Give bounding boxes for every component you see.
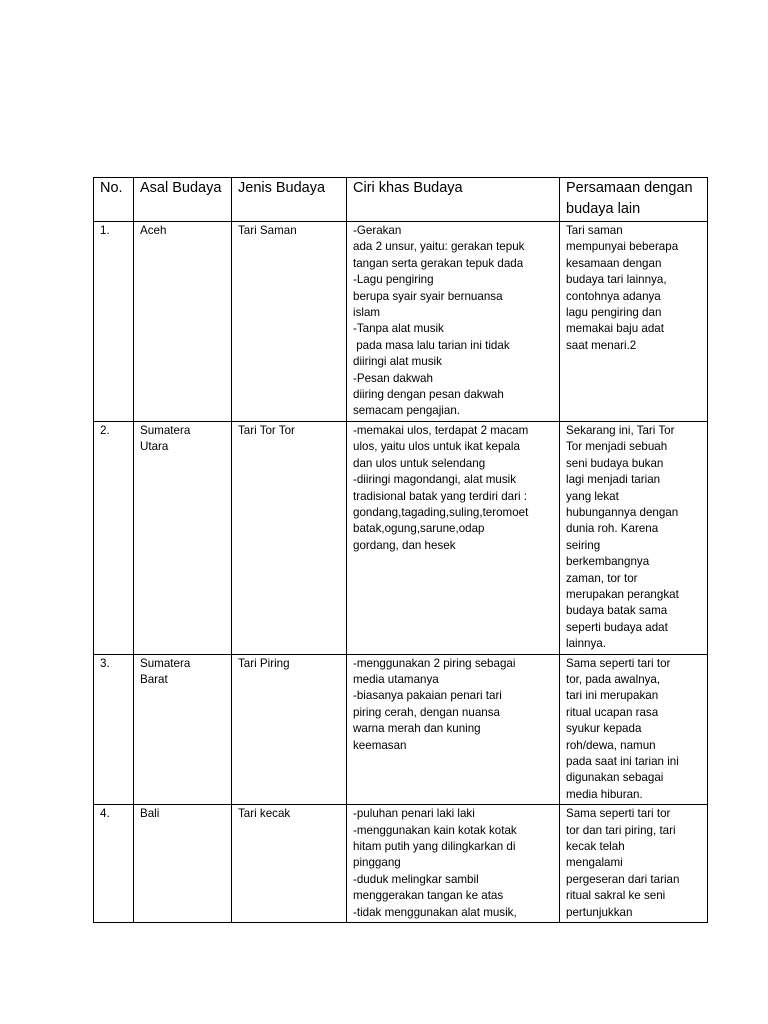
- ciri-line: semacam pengajian.: [353, 404, 460, 418]
- persamaan-line: memakai baju adat: [566, 322, 664, 336]
- ciri-line: tangan serta gerakan tepuk dada: [353, 256, 524, 270]
- persamaan-line: lagi menjadi tarian: [566, 473, 661, 487]
- ciri-line: dan ulos untuk selendang: [353, 456, 486, 470]
- cell-ciri: [347, 654, 560, 805]
- persamaan-line: berkembangnya: [566, 555, 650, 569]
- persamaan-line: Sama seperti tari tor: [566, 807, 671, 821]
- persamaan-line: roh/dewa, namun: [566, 738, 656, 752]
- ciri-line: batak,ogung,sarune,odap: [353, 522, 485, 536]
- ciri-line: berupa syair syair bernuansa: [353, 289, 503, 303]
- cell-no: 4.: [94, 805, 134, 923]
- cell-persamaan: [560, 222, 708, 422]
- persamaan-line: tor dan tari piring, tari: [566, 823, 676, 837]
- persamaan-line: seiring: [566, 538, 601, 552]
- cell-jenis: Tari kecak: [232, 805, 347, 923]
- persamaan-line: Tor menjadi sebuah: [566, 440, 668, 454]
- header-no: No.: [94, 178, 134, 222]
- persamaan-line: dunia roh. Karena: [566, 522, 659, 536]
- ciri-line: media utamanya: [353, 672, 439, 686]
- cell-persamaan: [560, 805, 708, 923]
- header-asal-budaya: Asal Budaya: [134, 178, 232, 222]
- ciri-line: hitam putih yang dilingkarkan di: [353, 840, 516, 854]
- cell-jenis: Tari Saman: [232, 222, 347, 422]
- asal-line: Utara: [140, 440, 169, 454]
- persamaan-line: mempunyai beberapa: [566, 240, 679, 254]
- asal-line: Sumatera: [140, 423, 191, 437]
- cell-persamaan: [560, 654, 708, 805]
- ciri-line: -Lagu pengiring: [353, 273, 434, 287]
- cell-asal: [134, 421, 232, 654]
- persamaan-line: Tari saman: [566, 224, 623, 237]
- persamaan-line: zaman, tor tor: [566, 571, 638, 585]
- cell-no: 3.: [94, 654, 134, 805]
- ciri-line: pada masa lalu tarian ini tidak: [353, 338, 510, 352]
- persamaan-line: hubungannya dengan: [566, 505, 679, 519]
- persamaan-line: media hiburan.: [566, 787, 643, 801]
- persamaan-line: lainnya.: [566, 637, 606, 651]
- ciri-line: gondang,tagading,suling,teromoet: [353, 505, 529, 519]
- table-row: [94, 222, 708, 422]
- ciri-line: islam: [353, 306, 381, 320]
- persamaan-line: kecak telah: [566, 840, 625, 854]
- ciri-line: diiring dengan pesan dakwah: [353, 388, 504, 402]
- culture-comparison-table: [93, 177, 708, 923]
- table-row: [94, 654, 708, 805]
- persamaan-line: ritual ucapan rasa: [566, 705, 659, 719]
- ciri-line: tradisional batak yang terdiri dari :: [353, 489, 527, 503]
- persamaan-line: budaya tari lainnya,: [566, 273, 667, 287]
- ciri-line: -memakai ulos, terdapat 2 macam: [353, 423, 529, 437]
- asal-line: Barat: [140, 672, 168, 686]
- ciri-line: -diiringi magondangi, alat musik: [353, 473, 517, 487]
- persamaan-line: tari ini merupakan: [566, 689, 659, 703]
- asal-line: Sumatera: [140, 656, 191, 670]
- header-ciri-khas-budaya: Ciri khas Budaya: [347, 178, 560, 222]
- cell-ciri: [347, 805, 560, 923]
- persamaan-line: digunakan sebagai: [566, 771, 664, 785]
- table-header-row: [94, 178, 708, 222]
- header-jenis-budaya: Jenis Budaya: [232, 178, 347, 222]
- persamaan-line: yang lekat: [566, 489, 619, 503]
- cell-ciri: [347, 222, 560, 422]
- ciri-line: -biasanya pakaian penari tari: [353, 689, 502, 703]
- table-row: [94, 421, 708, 654]
- ciri-line: -Pesan dakwah: [353, 371, 433, 385]
- persamaan-line: budaya batak sama: [566, 604, 668, 618]
- cell-asal: Bali: [134, 805, 232, 923]
- cell-asal: [134, 654, 232, 805]
- persamaan-line: pertunjukkan: [566, 905, 633, 919]
- ciri-line: -tidak menggunakan alat musik,: [353, 905, 517, 919]
- persamaan-line: mengalami: [566, 856, 623, 870]
- cell-persamaan: [560, 421, 708, 654]
- persamaan-line: Sama seperti tari tor: [566, 656, 671, 670]
- persamaan-line: pergeseran dari tarian: [566, 872, 680, 886]
- cell-no: 1.: [94, 222, 134, 422]
- table-row: [94, 805, 708, 923]
- cell-no: 2.: [94, 421, 134, 654]
- ciri-line: -menggunakan kain kotak kotak: [353, 823, 517, 837]
- persamaan-line: pada saat ini tarian ini: [566, 755, 679, 768]
- ciri-line: piring cerah, dengan nuansa: [353, 705, 500, 719]
- persamaan-line: seperti budaya adat: [566, 620, 668, 634]
- ciri-line: gordang, dan hesek: [353, 538, 456, 552]
- persamaan-line: syukur kepada: [566, 722, 642, 736]
- cell-ciri: [347, 421, 560, 654]
- persamaan-line: merupakan perangkat: [566, 587, 679, 601]
- ciri-line: ulos, yaitu ulos untuk ikat kepala: [353, 440, 520, 454]
- persamaan-line: ritual sakral ke seni: [566, 889, 666, 903]
- ciri-line: ada 2 unsur, yaitu: gerakan tepuk: [353, 240, 525, 254]
- persamaan-line: lagu pengiring dan: [566, 306, 662, 320]
- ciri-line: menggerakan tangan ke atas: [353, 889, 504, 903]
- ciri-line: warna merah dan kuning: [353, 722, 481, 736]
- ciri-line: diiringi alat musik: [353, 355, 442, 369]
- ciri-line: -puluhan penari laki laki: [353, 807, 475, 821]
- cell-asal: Aceh: [134, 222, 232, 422]
- persamaan-line: Sekarang ini, Tari Tor: [566, 423, 675, 437]
- ciri-line: -Tanpa alat musik: [353, 322, 444, 336]
- persamaan-line: contohnya adanya: [566, 289, 661, 303]
- ciri-line: -Gerakan: [353, 224, 402, 237]
- persamaan-line: kesamaan dengan: [566, 256, 662, 270]
- persamaan-line: tor, pada awalnya,: [566, 672, 661, 686]
- cell-jenis: Tari Tor Tor: [232, 421, 347, 654]
- ciri-line: -menggunakan 2 piring sebagai: [353, 656, 516, 670]
- persamaan-line: saat menari.2: [566, 338, 637, 352]
- cell-jenis: Tari Piring: [232, 654, 347, 805]
- ciri-line: -duduk melingkar sambil: [353, 872, 479, 886]
- ciri-line: keemasan: [353, 738, 407, 752]
- persamaan-line: seni budaya bukan: [566, 456, 664, 470]
- header-persamaan: Persamaan dengan budaya lain: [560, 178, 708, 222]
- ciri-line: pinggang: [353, 856, 401, 870]
